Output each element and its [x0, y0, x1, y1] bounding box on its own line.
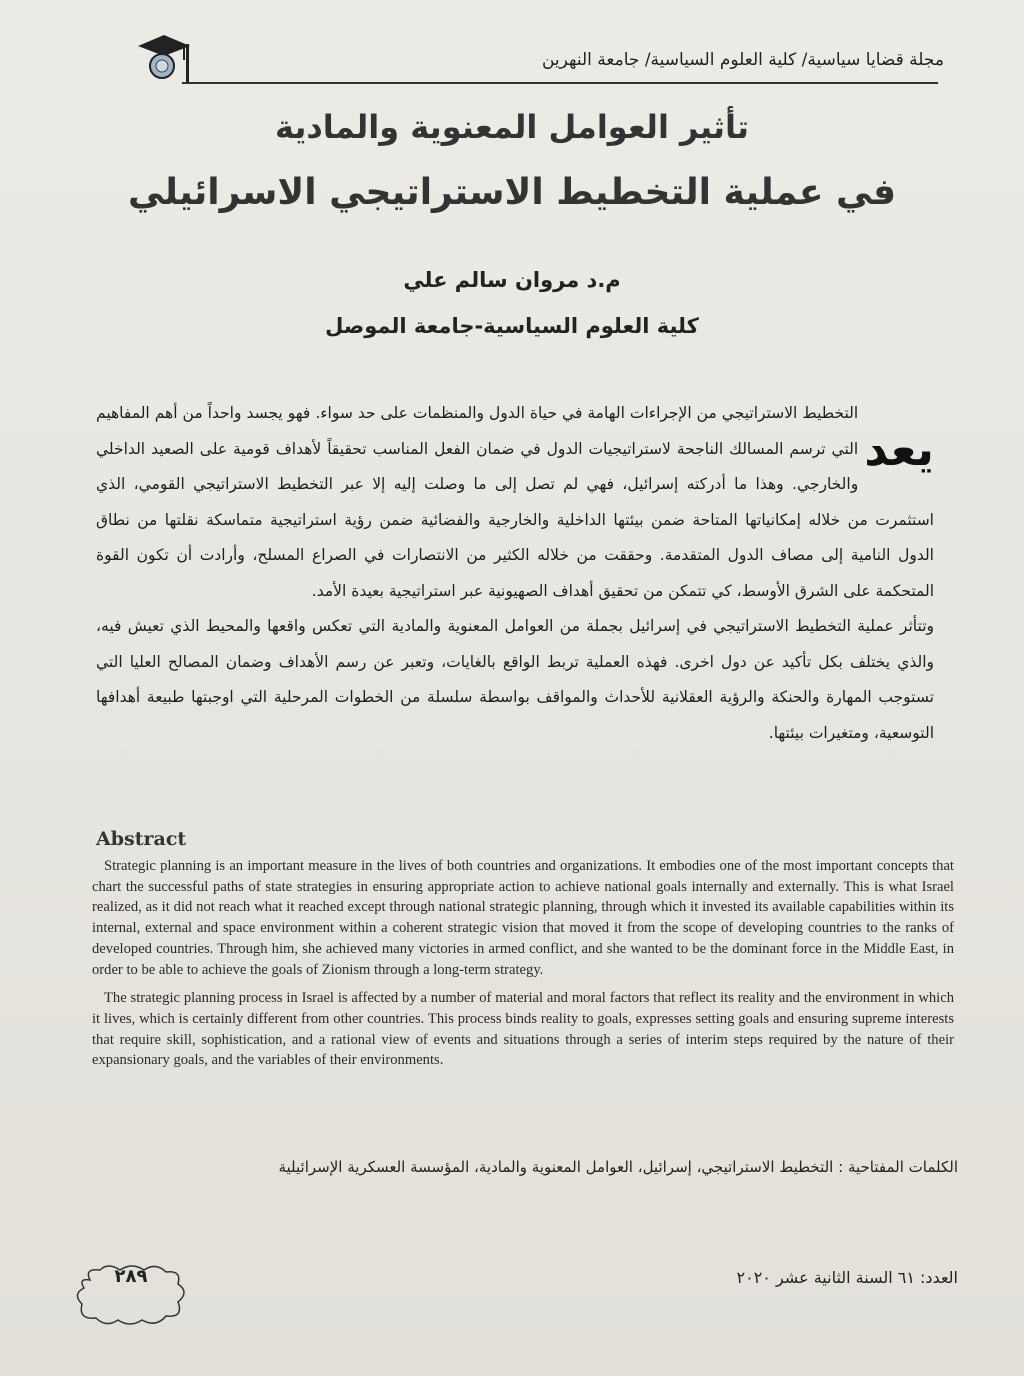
article-title-line2: في عملية التخطيط الاستراتيجي الاسرائيلي	[127, 172, 897, 213]
abstract-paragraph-1: Strategic planning is an important measure in the lives of both countries and organizations. It embodies one of the most important concepts that chart the successful paths of state strategies in ensuring appropriate action to achieve national goals internally and externally. This is what Israel realized, as it did not reach what it reached except through national strategic planning, through which it invested its available capabilities within its internal, external and space environment within a coherent strategic vision that moved it from the scope of developing countries to the ranks of developed countries. Through him, she achieved many victories in armed conflict, and she wanted to be the dominant force in the Middle East, in order to be able to achieve the goals of Zionism through a long-term strategy.	[92, 858, 954, 978]
article-title-line1: تأثير العوامل المعنوية والمادية	[274, 108, 750, 146]
keywords-line: الكلمات المفتاحية : التخطيط الاستراتيجي، إسرائيل، العوامل المعنوية والمادية، المؤسسة العسكرية الإسرائيلية	[278, 1158, 958, 1176]
arabic-introduction	[96, 396, 934, 751]
author-affiliation: كلية العلوم السياسية-جامعة الموصل	[325, 314, 699, 338]
arabic-paragraph-1: التخطيط الاستراتيجي من الإجراءات الهامة في حياة الدول والمنظمات على حد سواء. فهو يجسد واحداً من أهم المفاهيم التي ترسم المسالك الناجحة لاستراتيجيات الدول في ضمان الفعل المناسب تحقيقاً لأهداف قومية على الصعيد الداخلي والخارجي. وهذا ما أدركته إسرائيل، فهي لم تصل إلى ما وصلت إليه إلا عبر التخطيط الاستراتيجي القومي، الذي استثمرت من خلاله إمكانياتها المتاحة ضمن بيئتها الداخلية والخارجية والفضائية ضمن رؤية استراتيجية متماسكة نقلتها من نطاق الدول النامية إلى مصاف الدول المتقدمة. وحققت من خلاله الكثير من الانتصارات في الصراع المسلح، وأرادت أن تكون القوة المتحكمة على الشرق الأوسط، كي تتمكن من تحقيق أهداف الصهيونية عبر استراتيجية بعيدة الأمد.	[96, 404, 934, 600]
page-number: ٢٨٩	[114, 1266, 148, 1287]
header-divider	[182, 82, 938, 84]
issue-info: العدد: ٦١ السنة الثانية عشر ٢٠٢٠	[736, 1268, 958, 1287]
abstract-heading: Abstract	[96, 828, 187, 850]
abstract-body	[92, 856, 954, 1071]
author-name: م.د مروان سالم علي	[403, 268, 621, 292]
arabic-paragraph-2: وتتأثر عملية التخطيط الاستراتيجي في إسرائيل بجملة من العوامل المعنوية والمادية التي تعكس واقعها والمحيط الذي تعيش فيه، والذي يختلف بكل تأكيد عن دول اخرى. فهذه العملية تربط الواقع بالغايات، وتعبر عن رسم الأهداف وضمان المصالح العليا التي تستوجب المهارة والحنكة والرؤية العقلانية للأحداث والمواقف بواسطة سلسلة من الخطوات المرحلية التي اوجبتها طبيعة أهدافها التوسعية، ومتغيرات بيئتها.	[96, 617, 934, 742]
abstract-paragraph-2: The strategic planning process in Israel is affected by a number of material and moral factors that reflect its reality and the environment in which it lives, which is certainly different from other countries. This process binds reality to goals, expresses setting goals and ensuring supreme interests that require skill, sophistication, and a rational view of events and situations through a series of interim steps required by the nature of their expansionary goals, and the variables of their environments.	[92, 990, 954, 1069]
drop-cap: يعد	[864, 422, 934, 476]
journal-line: مجلة قضايا سياسية/ كلية العلوم السياسية/ جامعة النهرين	[541, 50, 944, 70]
journal-header	[140, 38, 944, 82]
